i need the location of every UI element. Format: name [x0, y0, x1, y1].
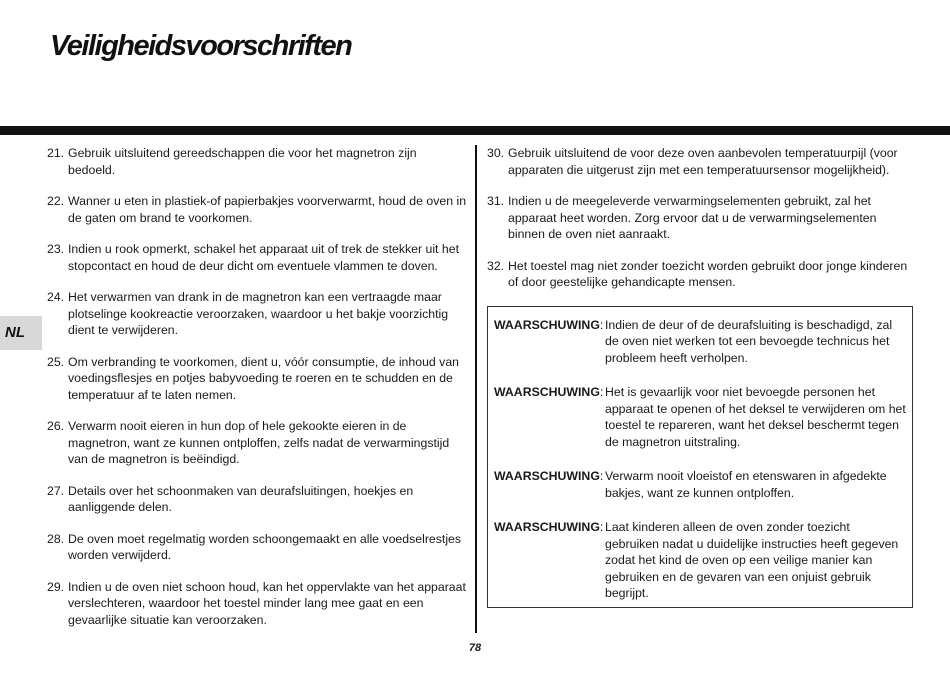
safety-item-21: [47, 145, 467, 178]
item-number: 29.: [47, 579, 65, 594]
item-text: Het toestel mag niet zonder toezicht worden gebruikt door jonge kinderen of door geestelijke gehandicapte mensen.: [508, 258, 908, 289]
right-column: [487, 145, 912, 608]
item-text: Om verbranding te voorkomen, dient u, vóór consumptie, de inhoud van voedingsflesjes en potjes babyvoeding te roeren en te schudden en de temperatuur af te laten nemen.: [68, 354, 459, 402]
item-text: Gebruik uitsluitend gereedschappen die voor het magnetron zijn bedoeld.: [68, 146, 417, 177]
page-title: Veiligheidsvoorschriften: [50, 30, 352, 62]
safety-item-24: [47, 289, 467, 339]
warning-label: WAARSCHUWING:: [494, 385, 604, 399]
item-number: 30.: [487, 146, 505, 160]
warning-label: WAARSCHUWING:: [494, 317, 604, 332]
item-text: Indien u rook opmerkt, schakel het apparaat uit of trek de stekker uit het stopcontact en houd de deur dicht om eventuele vlammen te doven.: [68, 242, 459, 273]
item-number: 26.: [47, 419, 65, 433]
item-text: Details over het schoonmaken van deurafsluitingen, hoekjes en aanliggende delen.: [68, 483, 414, 514]
warning-label: WAARSCHUWING:: [494, 520, 604, 534]
page-number: 78: [468, 642, 482, 654]
language-tab-label: NL: [5, 324, 25, 341]
item-text: Verwarm nooit eieren in hun dop of hele gekookte eieren in de magnetron, want ze kunnen ontploffen, zelfs nadat de verwarmingstijd van de magnetron is beëindigd.: [68, 419, 450, 466]
warning-item: [494, 468, 906, 501]
item-number: 25.: [47, 354, 65, 369]
item-number: 31.: [487, 194, 505, 208]
warning-item: [494, 519, 906, 602]
item-number: 28.: [47, 531, 65, 546]
item-number: 24.: [47, 290, 65, 304]
left-column: [47, 145, 467, 643]
safety-item-22: [47, 193, 467, 226]
warning-text: Indien de deur of de deurafsluiting is beschadigd, zal de oven niet werken tot een bevoegde technicus het probleem heeft verholpen.: [605, 317, 893, 365]
item-text: Indien u de oven niet schoon houd, kan het oppervlakte van het apparaat verslechteren, waardoor het toestel minder lang mee gaat en een gevaarlijke situatie kan veroorzaken.: [68, 579, 466, 627]
item-text: Wanner u eten in plastiek-of papierbakjes voorverwarmt, houd de oven in de gaten om brand te voorkomen.: [68, 194, 467, 225]
language-tab: [0, 316, 42, 350]
item-text: Gebruik uitsluitend de voor deze oven aanbevolen temperatuurpijl (voor apparaten die uitgerust zijn met een temperatuursensor mogelijkheid).: [508, 146, 898, 177]
item-number: 21.: [47, 146, 65, 160]
warning-text: Het is gevaarlijk voor niet bevoegde personen het apparaat te openen of het deksel te verwijderen om het toestel te repareren, want het deksel beschermt tegen de magnetron uitstraling.: [605, 385, 906, 449]
safety-item-28: [47, 531, 467, 564]
item-number: 27.: [47, 483, 65, 498]
item-text: De oven moet regelmatig worden schoongemaakt en alle voedselrestjes worden verwijderd.: [68, 531, 462, 562]
item-number: 23.: [47, 242, 65, 256]
item-number: 22.: [47, 194, 65, 208]
safety-item-26: [47, 418, 467, 468]
header-rule: [0, 126, 950, 135]
safety-item-29: [47, 579, 467, 629]
column-divider: [475, 145, 477, 633]
safety-item-25: [47, 354, 467, 404]
warning-item: [494, 384, 906, 450]
safety-item-30: [487, 145, 912, 178]
warning-label: WAARSCHUWING:: [494, 469, 604, 483]
warning-item: [494, 317, 906, 367]
warning-text: Laat kinderen alleen de oven zonder toezicht gebruiken nadat u duidelijke instructies heeft gegeven zodat het kind de oven op een veilige manier kan gebruiken en de gevaren van een onjuist gebruik begrijpt.: [605, 520, 899, 600]
safety-item-31: [487, 193, 912, 243]
item-text: Indien u de meegeleverde verwarmingselementen gebruikt, zal het apparaat heet worden. Zorg ervoor dat u de verwarmingselementen binnen de oven niet aanraakt.: [508, 194, 877, 241]
safety-item-27: [47, 483, 467, 516]
item-text: Het verwarmen van drank in de magnetron kan een vertraagde maar plotselinge kookreactie veroorzaken, waardoor u het bakje voorzichtig dient te verwijderen.: [68, 290, 449, 337]
warning-box: [487, 306, 913, 608]
item-number: 32.: [487, 258, 505, 273]
warning-text: Verwarm nooit vloeistof en etenswaren in afgedekte bakjes, want ze kunnen ontploffen.: [605, 469, 887, 500]
safety-item-23: [47, 241, 467, 274]
safety-item-32: [487, 258, 912, 291]
